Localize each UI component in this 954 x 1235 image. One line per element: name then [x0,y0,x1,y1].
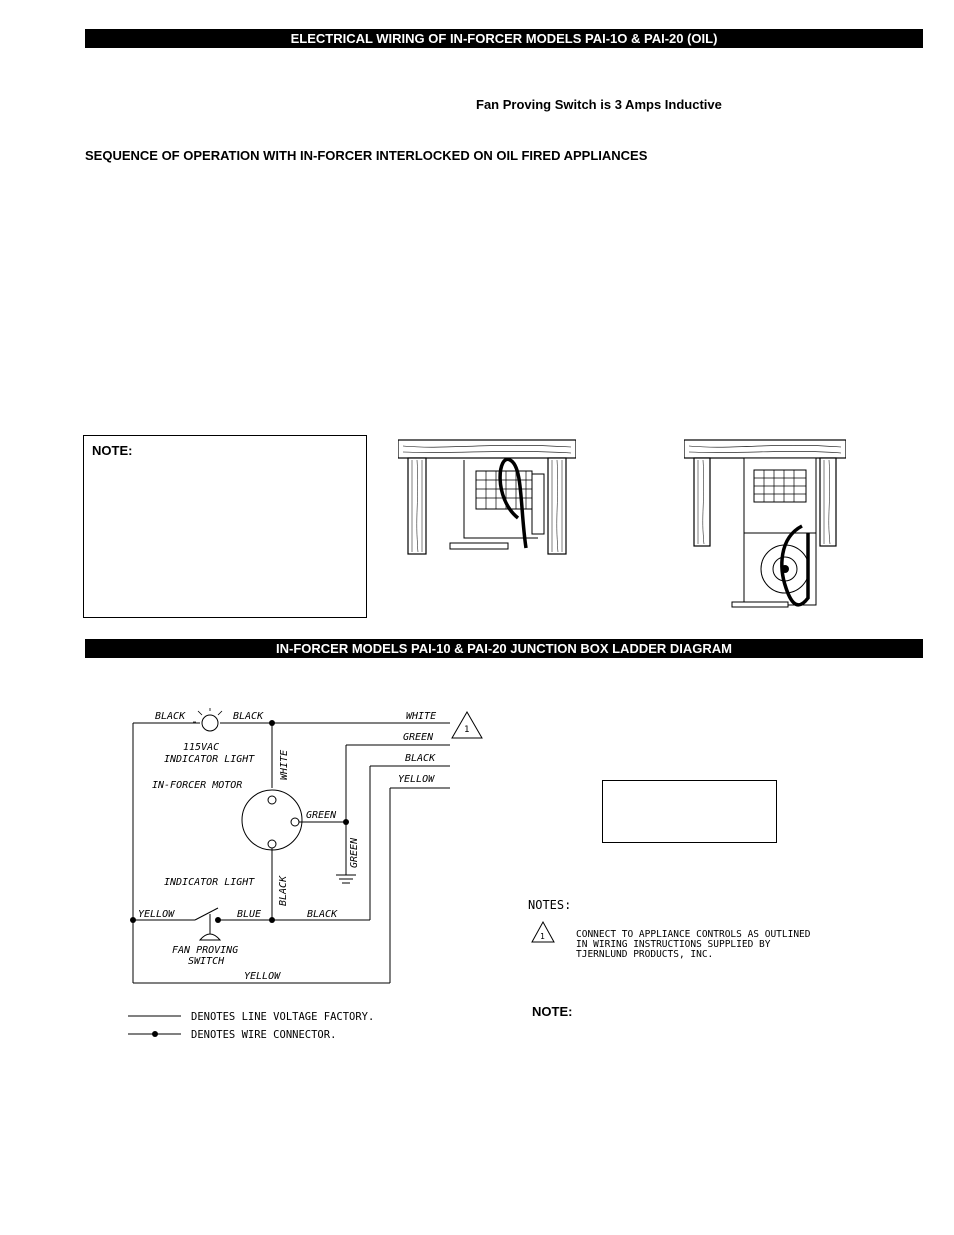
sequence-title: SEQUENCE OF OPERATION WITH IN-FORCER INTERLOCKED ON OIL FIRED APPLIANCES [85,148,648,163]
notes-line-1: CONNECT TO APPLIANCE CONTROLS AS OUTLINED [576,929,811,940]
label-green-vertical: GREEN [349,837,360,868]
post-right [820,458,836,546]
triangle-number: 1 [464,725,470,735]
fan-switch-rating: Fan Proving Switch is 3 Amps Inductive [476,97,722,112]
notes-line-2: IN WIRING INSTRUCTIONS SUPPLIED BY [576,939,771,950]
notes-triangle-number: 1 [540,932,545,941]
label-yellow-left: YELLOW [138,909,175,920]
blank-box [602,780,777,843]
label-out-green: GREEN [403,732,434,743]
label-yellow-bottom: YELLOW [244,971,281,982]
joist-top [398,440,576,458]
wire-connector-dot [152,1031,158,1037]
header-ladder-diagram: IN-FORCER MODELS PAI-10 & PAI-20 JUNCTION BOX LADDER DIAGRAM [85,639,923,658]
label-black-bottom: BLACK [307,909,338,920]
label-motor: IN-FORCER MOTOR [152,780,243,791]
notes-section [526,895,836,965]
label-out-black: BLACK [405,753,436,764]
post-left [694,458,710,546]
label-black-left: BLACK [155,711,186,722]
label-white-vertical: WHITE [279,749,290,780]
label-out-yellow: YELLOW [398,774,435,785]
ladder-diagram [120,700,500,1050]
installation-illustration-vertical [684,438,846,610]
header-electrical-wiring: ELECTRICAL WIRING OF IN-FORCER MODELS PAI-1O & PAI-20 (OIL) [85,29,923,48]
joist-top [684,440,846,458]
installation-illustration-horizontal [398,438,576,558]
label-115vac: 115VAC [183,742,220,753]
label-switch: SWITCH [188,956,225,967]
indicator-light-icon [202,715,218,731]
label-blue: BLUE [237,909,262,920]
notes-line-3: TJERNLUND PRODUCTS, INC. [576,949,714,960]
note-box [83,435,367,618]
ladder-legend [126,1006,426,1042]
unit-grille [476,471,532,509]
label-indicator-light-2: INDICATOR LIGHT [164,877,255,888]
label-fan-proving: FAN PROVING [172,945,239,956]
label-black-right: BLACK [233,711,264,722]
label-green: GREEN [306,810,337,821]
label-out-white: WHITE [406,711,437,722]
label-indicator-light-1: INDICATOR LIGHT [164,754,255,765]
note-bottom-label: NOTE: [532,1004,573,1019]
label-black-vertical: BLACK [278,875,289,906]
legend-line-voltage: DENOTES LINE VOLTAGE FACTORY. [191,1011,375,1023]
note-box-label: NOTE: [92,443,133,458]
fan-switch-icon [200,934,220,940]
legend-wire-connector: DENOTES WIRE CONNECTOR. [191,1029,337,1041]
notes-title: NOTES: [528,898,572,912]
